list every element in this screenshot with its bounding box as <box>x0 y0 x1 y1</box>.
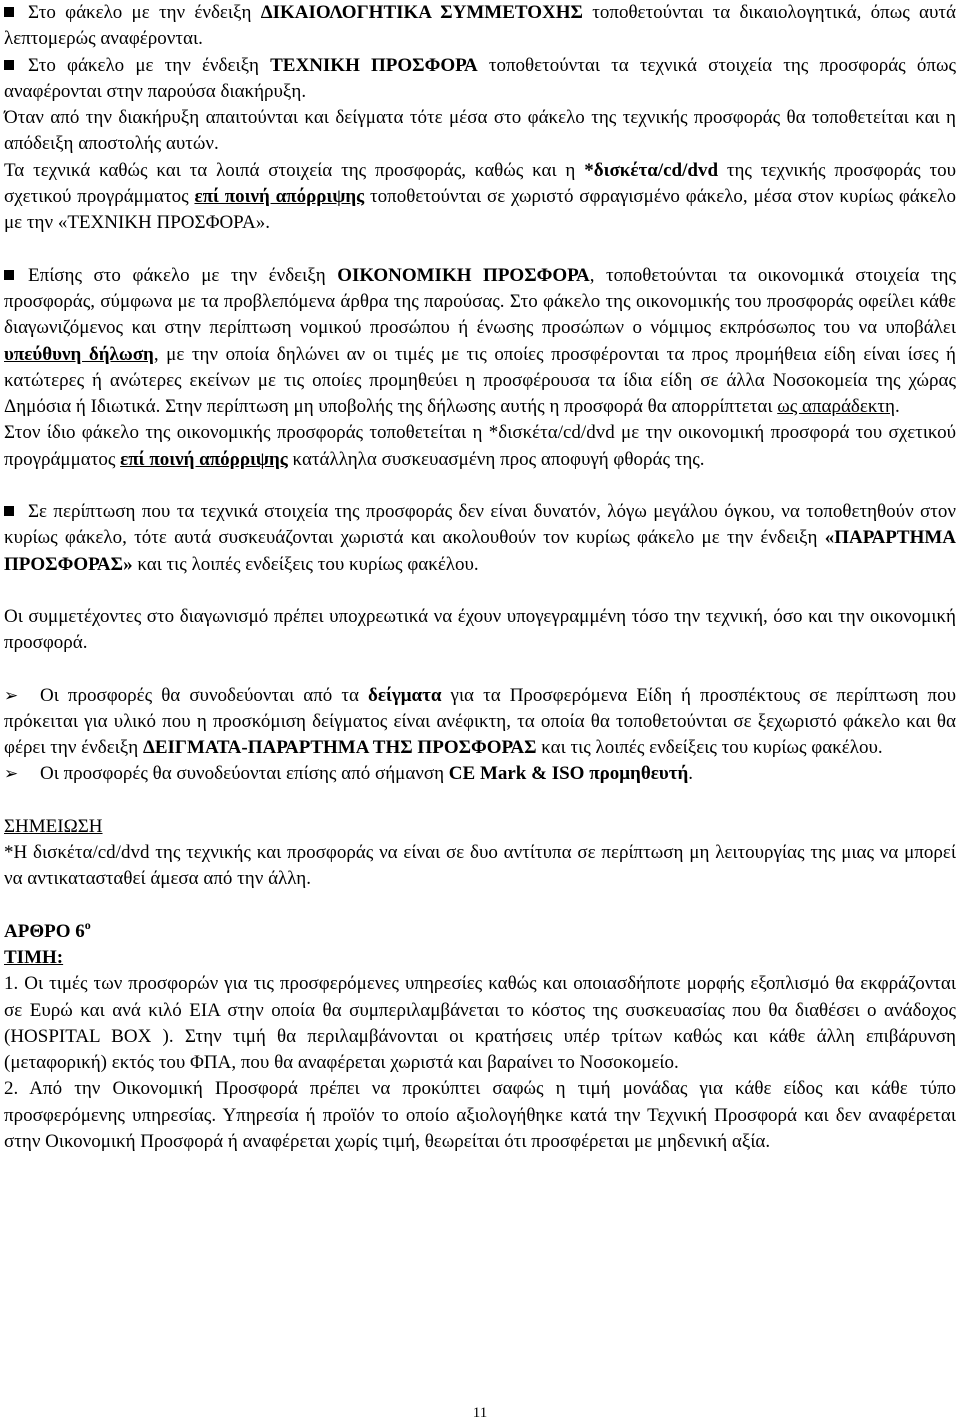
arrow-bullet-icon: ➢ <box>4 764 19 785</box>
spacer <box>4 788 956 814</box>
text: κατάλληλα συσκευασμένη προς αποφυγή φθοράς της. <box>287 448 705 470</box>
text: και τις λοιπές ενδείξεις του κυρίως φακέλου. <box>132 553 479 575</box>
penalty-label: επί ποινή απόρριψης <box>194 186 365 208</box>
spacer <box>4 893 956 919</box>
inadmissible-label: ως απαράδεκτη <box>777 396 895 418</box>
envelope-label: ΔΙΚΑΙΟΛΟΓΗΤΙΚΑ ΣΥΜΜΕΤΟΧΗΣ <box>260 2 583 23</box>
text: . <box>895 396 900 418</box>
samples-label: δείγματα <box>368 684 442 706</box>
text: Στο φάκελο με την ένδειξη <box>28 2 261 23</box>
square-bullet-icon <box>4 506 14 516</box>
article-item-1: 1. Οι τιμές των προσφορών για τις προσφερόμενες υπηρεσίες καθώς και οποιασδήποτε μορφής εξοπλισμό θα εκφράζονται σε Ευρώ και ανά κιλό ΕΙΑ στην οποία θα συμπεριλαμβάνεται το κόστος της συσκευασίας που θα διαθέσει ο ανάδοχος (HOSPITAL BOX ). Στην τιμή θα περιλαμβάνονται οι κρατήσεις υπέρ τρίτων καθώς και κάθε άλλη επιβάρυνση (μεταφορική) εκτός του ΦΠΑ, που θα αναφέρεται χωριστά και βαραίνει το Νοσοκομείο. <box>4 973 956 1074</box>
arrow-item-ce-mark <box>4 761 956 787</box>
disk-label: *δισκέτα/cd/dvd <box>584 159 719 181</box>
document-page <box>4 0 956 1155</box>
envelope-label: ΤΕΧΝΙΚΗ ΠΡΟΣΦΟΡΑ <box>270 54 478 76</box>
text: Οι προσφορές θα συνοδεύονται από τα <box>40 684 368 706</box>
article-item-2: 2. Από την Οικονομική Προσφορά πρέπει να προκύπτει σαφώς η τιμή μονάδας για κάθε είδος και κάθε τύπο προσφερόμενης υπηρεσίας. Υπηρεσία ή προϊόν το οποίο αξιολογήθηκε κατά την Τεχνική Προσφορά και δεν αναφέρεται στην Οικονομική Προσφορά ή αναφέρεται χωρίς τιμή, θεωρείται ότι προσφέρεται με μηδενική αξία. <box>4 1078 956 1152</box>
spacer <box>4 657 956 683</box>
text: της τεχνικής προσφοράς του σχετικού προγράμματος <box>4 159 956 208</box>
arrow-bullet-icon: ➢ <box>4 685 19 706</box>
ordinal-superscript: ο <box>84 917 91 932</box>
article-number: ΑΡΘΡΟ 6 <box>4 920 85 942</box>
ce-iso-label: CE Mark & ISO προμηθευτή <box>448 763 689 785</box>
square-bullet-icon <box>4 7 14 17</box>
text: τοποθετούνται σε χωριστό σφραγισμένο φάκελο, μέσα στον κυρίως φάκελο με την «ΤΕΧΝΙΚΗ ΠΡΟΣΦΟΡΑ». <box>4 186 957 234</box>
paragraph-financial-disk <box>4 420 956 473</box>
arrow-item-samples <box>4 683 956 762</box>
page-number: 11 <box>472 1405 488 1421</box>
text: Στον ίδιο φάκελο της οικονομικής προσφοράς τοποθετείται η *δισκέτα/cd/dvd με την οικονομική προσφορά του σχετικού προγράμματος <box>4 422 956 470</box>
samples-annex-label: ΔΕΙΓΜΑΤΑ-ΠΑΡΑΡΤΗΜΑ ΤΗΣ ΠΡΟΣΦΟΡΑΣ <box>142 737 537 759</box>
text: Οι προσφορές θα συνοδεύονται επίσης από σήμανση <box>40 763 449 785</box>
text: , τοποθετούνται τα οικονομικά στοιχεία της προσφοράς, σύμφωνα με τα προβλεπόμενα άρθρα της παρούσας. Στο φάκελο της οικονομικής του προσφοράς οφείλει κάθε διαγωνιζόμενος και στην περίπτωση νομικού προσώπου ή ένωσης προσώπων ο νόμιμος εκπρόσωπος του να υποβάλει <box>4 264 956 339</box>
note-text: *Η δισκέτα/cd/dvd της τεχνικής και προσφοράς να είναι σε δυο αντίτυπα σε περίπτωση μη λειτουργίας της μιας να μπορεί να αντικατασταθεί άμεσα από την άλλη. <box>4 842 956 890</box>
text: τοποθετούνται τα δικαιολογητικά, όπως αυτά λεπτομερώς αναφέρονται. <box>4 2 957 50</box>
bullet-qualification-envelope <box>4 0 956 53</box>
bullet-offer-annex <box>4 499 956 578</box>
declaration-label: υπεύθυνη δήλωση <box>4 343 154 365</box>
paragraph-signature: Οι συμμετέχοντες στο διαγωνισμό πρέπει υποχρεωτικά να έχουν υπογεγραμμένη τόσο την τεχνική, όσο και την οικονομική προσφορά. <box>4 605 956 654</box>
text: Επίσης στο φάκελο με την ένδειξη <box>28 264 338 286</box>
envelope-label: ΟΙΚΟΝΟΜΙΚΗ ΠΡΟΣΦΟΡΑ <box>337 264 590 286</box>
text: Σε περίπτωση που τα τεχνικά στοιχεία της προσφοράς δεν είναι δυνατόν, λόγω μεγάλου όγκου, να τοποθετηθούν στον κυρίως φάκελο, τότε αυτά συσκευάζονται χωριστά και ακολουθούν τον κυρίως φάκελο με την ένδειξη <box>4 501 956 549</box>
bullet-technical-envelope <box>4 53 956 106</box>
bullet-financial-envelope <box>4 263 956 421</box>
spacer <box>4 473 956 499</box>
text: για τα Προσφερόμενα Είδη ή προσπέκτους σε περίπτωση που πρόκειται για υλικό που η προσκόμιση δείγματος είναι ανέφικτη, τα οποία θα τοποθετούνται σε ξεχωριστό φάκελο και θα φέρει την ένδειξη <box>4 684 956 759</box>
square-bullet-icon <box>4 270 14 280</box>
annex-label: «ΠΑΡΑΡΤΗΜΑ ΠΡΟΣΦΟΡΑΣ» <box>4 527 956 575</box>
spacer <box>4 237 956 263</box>
text: , με την οποία δηλώνει αν οι τιμές με τις οποίες προσφέρονται τα προς προμήθεια είδη είναι ίσες ή κατώτερες ή ανώτερες εκείνων με τις οποίες προμηθεύει η προσφέρουσα τα ίδια είδη σε άλλα Νοσοκομεία της χώρας Δημόσια ή Ιδιωτικά. Στην περίπτωση μη υποβολής της δήλωσης αυτής η προσφορά θα απορρίπτεται <box>4 343 956 418</box>
text: Τα τεχνικά καθώς και τα λοιπά στοιχεία της προσφοράς, καθώς και η <box>4 159 585 181</box>
paragraph-technical-details <box>4 158 956 237</box>
note-heading: ΣΗΜΕΙΩΣΗ <box>4 815 103 837</box>
article-title <box>4 919 956 945</box>
text: . <box>688 763 694 785</box>
text: τοποθετούνται τα τεχνικά στοιχεία της προσφοράς όπως αναφέρονται στην παρούσα διακήρυξη. <box>4 54 956 102</box>
penalty-label: επί ποινή απόρριψης <box>120 448 288 470</box>
text: Στο φάκελο με την ένδειξη <box>28 54 271 76</box>
spacer <box>4 578 956 604</box>
article-subtitle: ΤΙΜΗ: <box>4 946 64 968</box>
paragraph-samples: Όταν από την διακήρυξη απαιτούνται και δείγματα τότε μέσα στο φάκελο της τεχνικής προσφοράς θα τοποθετείται και η απόδειξη αποστολής αυτών. <box>4 107 956 155</box>
text: και τις λοιπές ενδείξεις του κυρίως φακέλου. <box>536 737 883 759</box>
square-bullet-icon <box>4 60 14 70</box>
